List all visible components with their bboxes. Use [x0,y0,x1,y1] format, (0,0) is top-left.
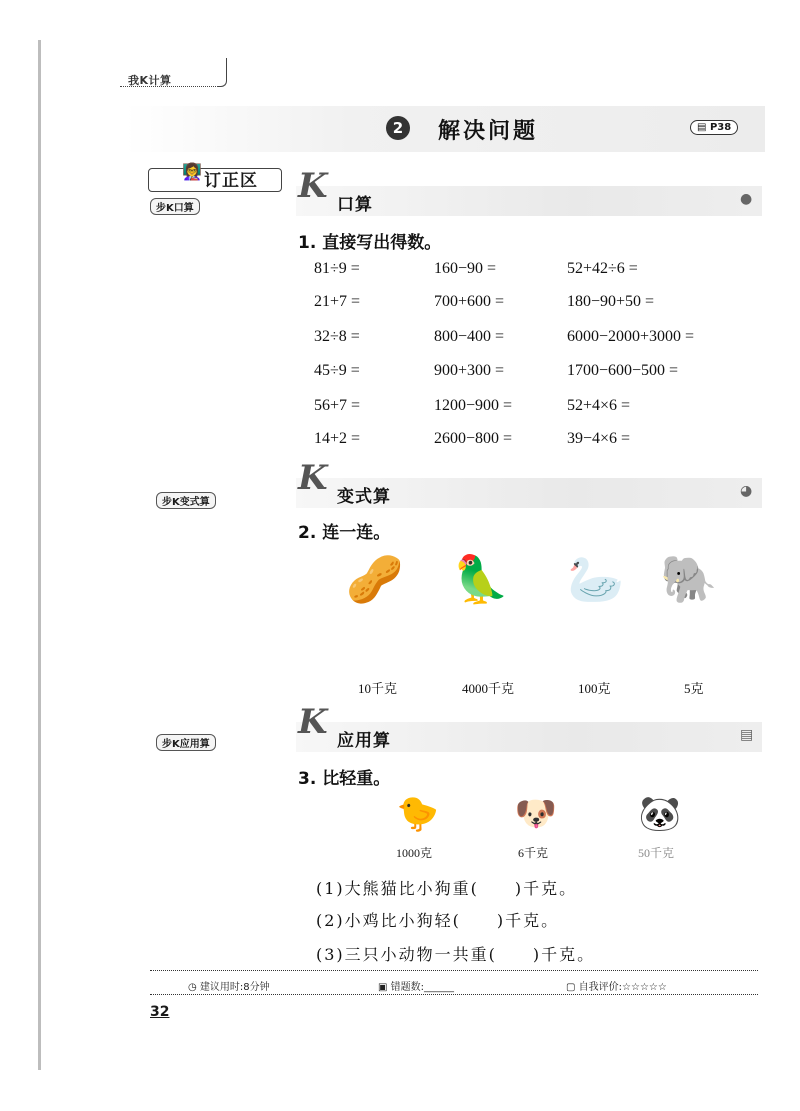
eq-r5-c2: 1200−900 = [434,397,513,414]
lightbulb-icon: ● [740,191,753,207]
eq-r4-c2: 900+300 = [434,362,505,379]
book-icon: ▤ [697,122,707,133]
page-reference-text: P38 [709,122,732,133]
self-evaluation-text: 自我评价:☆☆☆☆☆ [578,982,667,993]
weight-label: 100克 [578,681,611,696]
section-number-badge: 2 [386,116,410,140]
puppy-icon: 🐶 [514,794,558,834]
document-icon: ▤ [740,727,754,743]
footer-divider-top [150,970,758,971]
weight-label: 5克 [684,681,704,696]
q3-sub-question: (3)三只小动物一共重( )千克。 [316,945,596,964]
eq-r4-c1: 45÷9 = [314,362,360,379]
q2-title: 2. 连一连。 [298,523,391,543]
section-label-applied: 应用算 [337,731,391,751]
eq-r1-c2: 160−90 = [434,260,497,277]
section-k-mark: K [298,458,328,498]
panda-icon: 🐼 [638,794,682,834]
eq-r2-c1: 21+7 = [314,293,361,310]
side-tag-applied: 步K应用算 [156,734,216,751]
chick-icon: 🐤 [396,794,440,834]
pie-icon: ◕ [740,483,753,499]
eq-r5-c3: 52+4×6 = [567,397,631,414]
eq-r3-c1: 32÷8 = [314,328,360,345]
suggested-time [188,978,270,993]
eq-r2-c2: 700+600 = [434,293,505,310]
q3-title: 3. 比轻重。 [298,769,391,789]
page-reference [690,120,738,135]
side-tag-oral: 步K口算 [150,198,200,215]
footer-divider-bottom [150,994,758,995]
eq-r3-c2: 800−400 = [434,328,505,345]
error-count [378,978,454,993]
evaluation-icon: ▢ [566,982,576,993]
eq-r5-c1: 56+7 = [314,397,361,414]
binding-spine [38,40,41,1070]
page-number: 32 [150,1004,170,1020]
error-icon: ▣ [378,982,388,993]
section-label-oral: 口算 [337,195,373,215]
weight-label: 4000千克 [462,681,515,696]
brand-logo: 我K计算 [128,74,172,87]
animal-weight: 1000克 [396,846,433,860]
teacher-icon: 👩‍🏫 [182,162,202,181]
parrot-icon: 🦜 [452,552,510,606]
q3-sub-question: (2)小鸡比小狗轻( )千克。 [316,911,560,930]
elephant-icon: 🐘 [660,552,718,606]
q3-sub-question: (1)大熊猫比小狗重( )千克。 [316,879,578,898]
eq-r6-c2: 2600−800 = [434,430,513,447]
correction-area-label: 订正区 [204,171,258,191]
self-evaluation [566,978,667,993]
eq-r1-c3: 52+42÷6 = [567,260,638,277]
q1-title: 1. 直接写出得数。 [298,233,442,253]
swan-icon: 🦢 [567,552,625,606]
eq-r1-c1: 81÷9 = [314,260,360,277]
brand-hook [218,58,227,87]
section-k-mark: K [298,166,328,206]
clock-icon: ◷ [188,982,197,993]
page-title: 解决问题 [438,119,539,144]
error-count-text: 错题数:______ [390,982,455,993]
animal-weight: 6千克 [518,846,549,860]
eq-r4-c3: 1700−600−500 = [567,362,679,379]
section-label-variant: 变式算 [337,487,391,507]
eq-r6-c3: 39−4×6 = [567,430,631,447]
side-tag-variant: 步K变式算 [156,492,216,509]
eq-r2-c3: 180−90+50 = [567,293,655,310]
section-k-mark: K [298,702,328,742]
eq-r3-c3: 6000−2000+3000 = [567,328,695,345]
suggested-time-text: 建议用时:8分钟 [199,982,270,993]
eq-r6-c1: 14+2 = [314,430,361,447]
weight-label: 10千克 [358,681,398,696]
peanut-icon: 🥜 [346,552,404,606]
animal-weight: 50千克 [638,846,675,860]
